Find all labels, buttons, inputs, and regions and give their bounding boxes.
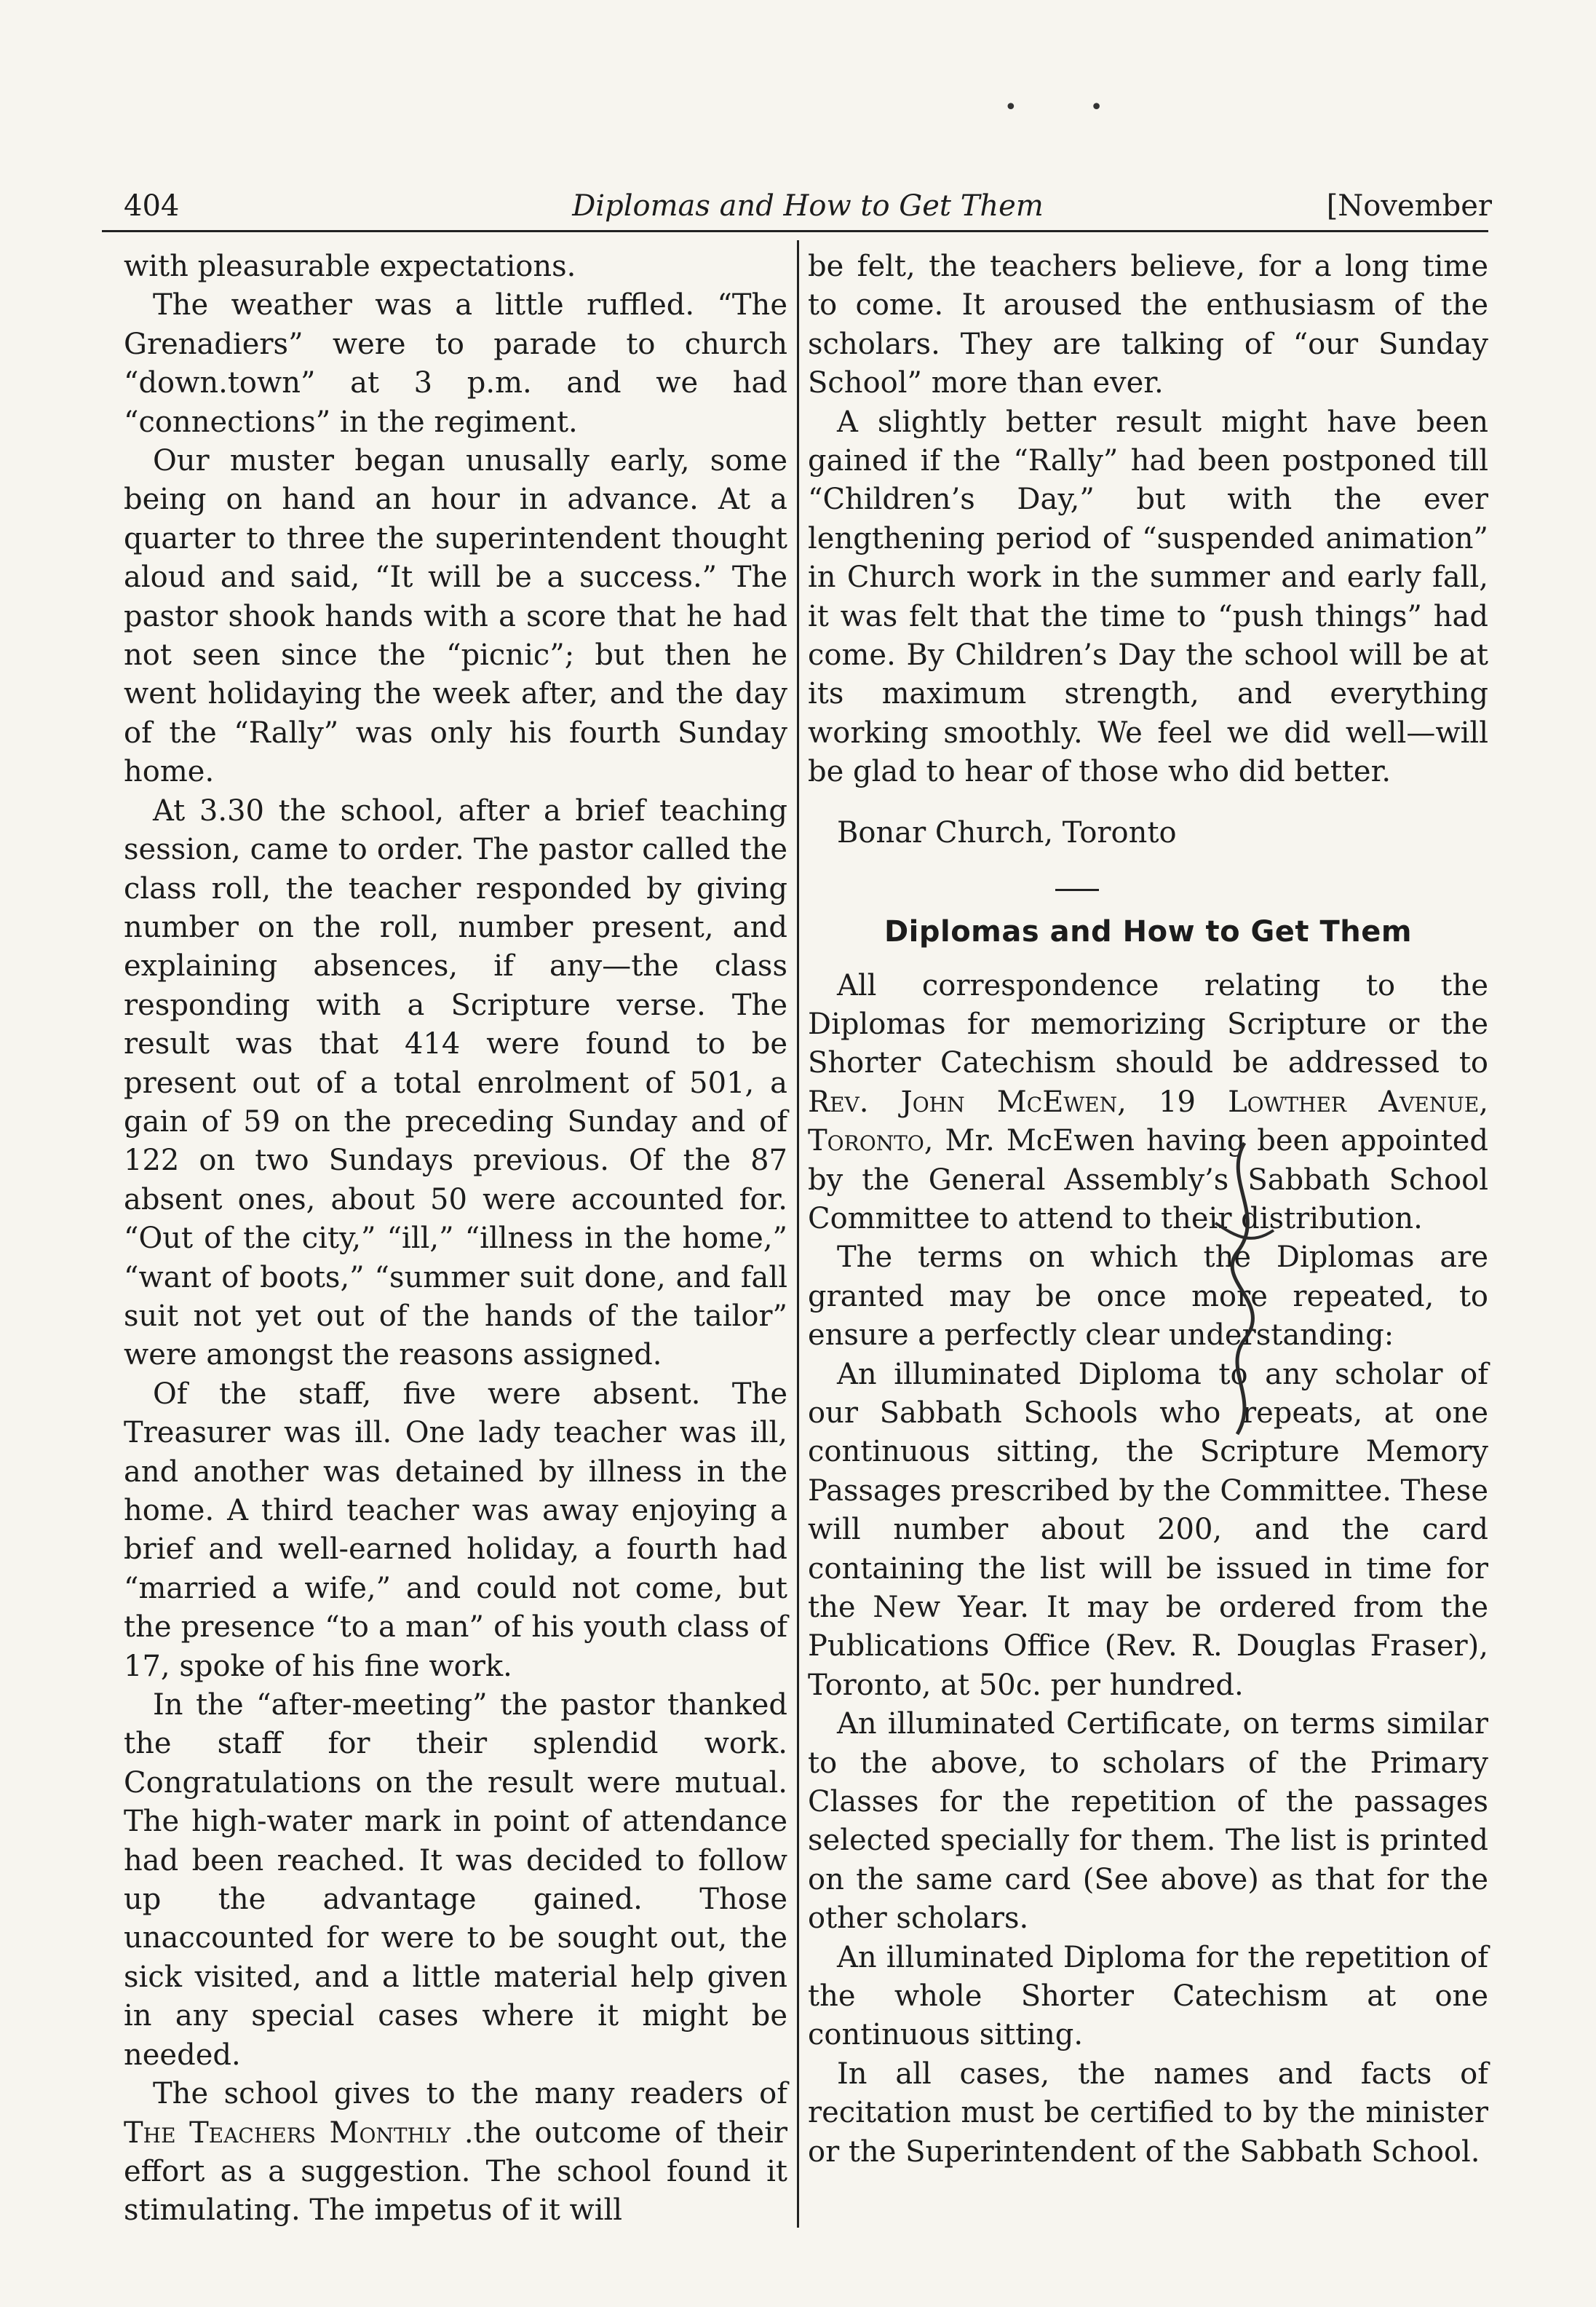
paragraph: [124, 2075, 787, 2231]
text-run: Mr. McEwen having been appointed by the General Assembly’s Sabbath School Committee to attend to their distribution.: [808, 1124, 1488, 1235]
text-run: The school gives to the many readers of: [153, 2077, 787, 2111]
paragraph: The terms on which the Diplomas are granted may be once more repeated, to ensure a perfectly clear understanding:: [808, 1240, 1488, 1353]
section-rule: [1055, 889, 1099, 891]
paragraph: be felt, the teachers believe, for a long time to come. It aroused the enthusiasm of the scholars. They are talking of “our Sunday School” more than ever.: [808, 250, 1488, 400]
paragraph: Our muster began unusally early, some being on hand an hour in advance. At a quarter to three the superintendent thought aloud and said, “It will be a success.” The pastor shook hands with a score that he had not seen since the “picnic”; but then he went holidaying the week after, and the day of the “Rally” was only his fourth Sunday home.: [124, 444, 787, 789]
page-header: [124, 188, 1492, 224]
running-title: Diplomas and How to Get Them: [572, 189, 1044, 223]
paragraph: Of the staff, five were absent. The Treasurer was ill. One lady teacher was ill, and another was detained by illness in the home. A third teacher was away enjoying a brief and well-earned holiday, a fourth had “married a wife,” and could not come, but the presence “to a man” of his youth class of 17, spoke of his fine work.: [124, 1377, 787, 1683]
print-specks: ••: [1004, 95, 1176, 120]
paragraph: At 3.30 the school, after a brief teaching session, came to order. The pastor called the class roll, the teacher responded by giving number on the roll, number present, and explaining absences, if any—the class responding with a Scripture verse. The result was that 414 were found to be present out of a total enrolment of 501, a gain of 59 on the preceding Sunday and of 122 on two Sundays previous. Of the 87 absent ones, about 50 were accounted for. “Out of the city,” “ill,” “illness in the home,” “want of boots,” “summer suit done, and fall suit not yet out of the hands of the tailor” were amongst the reasons assigned.: [124, 794, 787, 1372]
handwritten-mark: [1194, 1136, 1295, 1441]
page-number: 404: [124, 189, 180, 223]
column-divider: [797, 240, 799, 2228]
issue-month: [November: [1326, 189, 1492, 223]
magazine-title: The Teachers Monthly: [124, 2116, 451, 2150]
right-column: [808, 248, 1488, 2172]
address: Rev. John McEwen, 19 Lowther Avenue, Toronto,: [808, 1085, 1488, 1158]
paragraph: with pleasurable expectations.: [124, 250, 576, 283]
paragraph: A slightly better result might have been gained if the “Rally” had been postponed till “Children’s Day,” but with the ever lengthening period of “suspended animation” in Church work in the summer and early fall, it was felt that the time to “push things” had come. By Children’s Day the school will be at its maximum strength, and everything working smoothly. We feel we did well—will be glad to hear of those who did better.: [808, 405, 1488, 789]
paragraph: In the “after-meeting” the pastor thanked the staff for their splendid work. Congratulations on the result were mutual. The high-water mark in point of attendance had been reached. It was decided to follow up the advantage gained. Those unaccounted for were to be sought out, the sick visited, and a little material help given in any special cases where it might be needed.: [124, 1688, 787, 2072]
dateline: Bonar Church, Toronto: [837, 815, 1177, 850]
paragraph: An illuminated Diploma to any scholar of our Sabbath Schools who repeats, at one continuous sitting, the Scripture Memory Passages prescribed by the Committee. These will number about 200, and the card containing the list will be issued in time for the New Year. It may be ordered from the Publications Office (Rev. R. Douglas Fraser), Toronto, at 50c. per hundred.: [808, 1357, 1488, 1702]
paragraph: The weather was a little ruffled. “The Grenadiers” were to parade to church “down.town” at 3 p.m. and we had “connections” in the regiment.: [124, 288, 787, 439]
left-column: [124, 248, 787, 2231]
header-rule: [102, 230, 1488, 232]
section-heading: Diplomas and How to Get Them: [884, 915, 1413, 949]
paragraph: An illuminated Diploma for the repetition of the whole Shorter Catechism at one continuous sitting.: [808, 1940, 1488, 2052]
paragraph: [808, 967, 1488, 1239]
paragraph: An illuminated Certificate, on terms similar to the above, to scholars of the Primary Classes for the repetition of the passages selected specially for them. The list is printed on the same card (See above) as that for the other scholars.: [808, 1707, 1488, 1936]
paragraph: In all cases, the names and facts of recitation must be certified to by the minister or the Superintendent of the Sabbath School.: [808, 2057, 1488, 2169]
text-run: All correspondence relating to the Diplomas for memorizing Scripture or the Shorter Catechism should be addressed to: [808, 968, 1488, 1080]
text-run: .the outcome of their effort as a suggestion. The school found it stimulating. The impetus of it will: [124, 2116, 787, 2228]
